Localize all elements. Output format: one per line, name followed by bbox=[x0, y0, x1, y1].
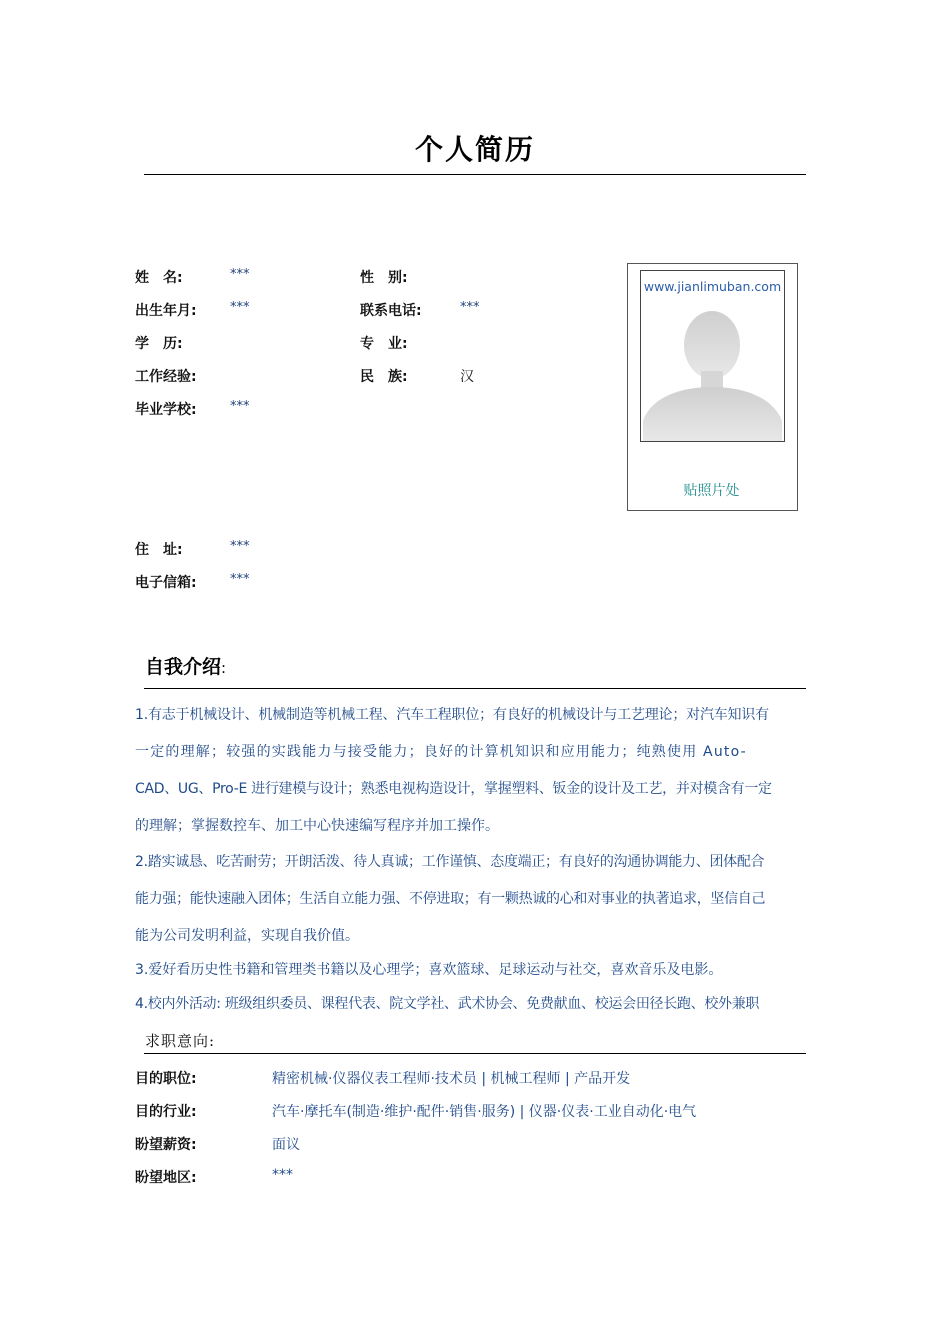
phone-label: 联系电话: bbox=[360, 303, 422, 319]
name-label: 姓 名: bbox=[135, 270, 183, 286]
education-label: 学 历: bbox=[135, 336, 183, 352]
person-silhouette-icon bbox=[641, 271, 784, 441]
intent-divider bbox=[144, 1053, 806, 1054]
salary-label: 盼望薪资: bbox=[135, 1137, 197, 1153]
address-label: 住 址: bbox=[135, 542, 183, 558]
experience-label: 工作经验: bbox=[135, 369, 197, 385]
intro-paragraphs bbox=[135, 697, 807, 845]
intent-title: 求职意向: bbox=[145, 1032, 216, 1050]
title-divider bbox=[144, 174, 806, 175]
intro-line: 能为公司发明利益，实现自我价值。 bbox=[135, 928, 359, 944]
position-value: 精密机械·仪器仪表工程师·技术员 | 机械工程师 | 产品开发 bbox=[272, 1071, 631, 1087]
photo-watermark: www.jianlimuban.com bbox=[643, 279, 782, 294]
intro-divider bbox=[144, 688, 806, 689]
ethnicity-label: 民 族: bbox=[360, 369, 408, 385]
photo-caption: 贴照片处 bbox=[683, 483, 740, 499]
page-title: 个人简历 bbox=[414, 133, 535, 166]
phone-value: *** bbox=[460, 300, 480, 315]
intro-line: 3.爱好看历史性书籍和管理类书籍以及心理学；喜欢篮球、足球运动与社交，喜欢音乐及电影。 bbox=[135, 962, 723, 978]
intro-title-colon: : bbox=[221, 659, 227, 677]
region-label: 盼望地区: bbox=[135, 1170, 197, 1186]
intro-line: 的理解；掌握数控车、加工中心快速编写程序并加工操作。 bbox=[135, 818, 499, 834]
school-label: 毕业学校: bbox=[135, 402, 197, 418]
industry-label: 目的行业: bbox=[135, 1104, 197, 1120]
intro-title bbox=[145, 652, 226, 679]
salary-value: 面议 bbox=[272, 1137, 300, 1153]
position-label: 目的职位: bbox=[135, 1071, 197, 1087]
intro-paragraphs-3 bbox=[135, 953, 807, 1021]
region-value: *** bbox=[272, 1167, 293, 1183]
intro-paragraphs-2 bbox=[135, 844, 807, 955]
photo-placeholder bbox=[640, 270, 785, 442]
birth-label: 出生年月: bbox=[135, 303, 197, 319]
intro-line: 4.校内外活动: 班级组织委员、课程代表、院文学社、武术协会、免费献血、校运会田径长跑、校外兼职 bbox=[135, 996, 760, 1012]
industry-value: 汽车·摩托车(制造·维护·配件·销售·服务) | 仪器·仪表·工业自动化·电气 bbox=[272, 1104, 697, 1120]
name-value: *** bbox=[230, 267, 250, 282]
ethnicity-value: 汉 bbox=[460, 369, 474, 385]
gender-label: 性 别: bbox=[360, 270, 408, 286]
email-value: *** bbox=[230, 572, 250, 587]
intro-line: 1.有志于机械设计、机械制造等机械工程、汽车工程职位；有良好的机械设计与工艺理论；对汽车知识有 bbox=[135, 707, 769, 723]
birth-value: *** bbox=[230, 300, 250, 315]
intro-title-text: 自我介绍 bbox=[145, 656, 222, 678]
intro-line: CAD、UG、Pro-E 进行建模与设计；熟悉电视构造设计，掌握塑料、钣金的设计及工艺，并对模含有一定 bbox=[135, 781, 772, 797]
intro-line: 一定的理解；较强的实践能力与接受能力；良好的计算机知识和应用能力；纯熟使用 Auto- bbox=[135, 744, 747, 760]
intro-line: 2.踏实诚恳、吃苦耐劳；开朗活泼、待人真诚；工作谨慎、态度端正；有良好的沟通协调能力、团体配合 bbox=[135, 854, 765, 870]
address-value: *** bbox=[230, 539, 250, 554]
intro-line: 能力强；能快速融入团体；生活自立能力强、不停进取；有一颗热诚的心和对事业的执著追求，坚信自己 bbox=[135, 891, 766, 907]
school-value: *** bbox=[230, 399, 250, 414]
email-label: 电子信箱: bbox=[135, 575, 197, 591]
major-label: 专 业: bbox=[360, 336, 408, 352]
